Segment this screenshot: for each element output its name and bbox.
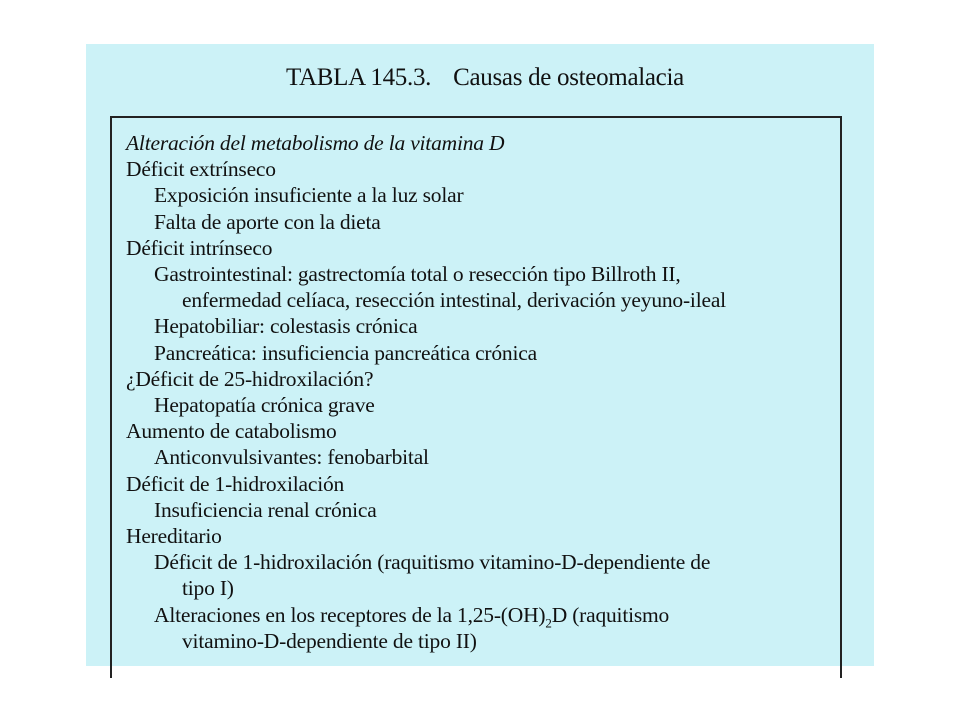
- table-content: [126, 130, 830, 654]
- line-text: vitamino-D-dependiente de tipo II): [182, 628, 477, 653]
- line-text: Falta de aporte con la dieta: [154, 209, 381, 234]
- line-text: Alteración del metabolismo de la vitamina D: [126, 131, 505, 155]
- subitem-line: [126, 340, 830, 366]
- line-text: Aumento de catabolismo: [126, 419, 337, 444]
- subitem-line: [126, 287, 830, 313]
- line-text: Hepatopatía crónica grave: [154, 393, 375, 418]
- category-line: [126, 235, 830, 261]
- category-line: [126, 418, 830, 444]
- line-text: Hereditario: [126, 524, 222, 549]
- subitem-line: [126, 261, 830, 287]
- line-text: Gastrointestinal: gastrectomía total o resección tipo Billroth II,: [154, 262, 681, 287]
- subscript: 2: [545, 614, 552, 630]
- line-text: Déficit de 1-hidroxilación: [126, 471, 345, 496]
- category-line: [126, 156, 830, 182]
- subitem-line: [126, 392, 830, 418]
- subitem-line: [126, 444, 830, 470]
- subitem-line: [126, 182, 830, 208]
- line-text: Anticonvulsivantes: fenobarbital: [154, 445, 429, 470]
- line-text: Déficit de 1-hidroxilación (raquitismo vitamino-D-dependiente de: [154, 550, 711, 575]
- line-text: Insuficiencia renal crónica: [154, 497, 377, 522]
- subitem-line: [126, 549, 830, 575]
- line-text: Alteraciones en los receptores de la 1,25-(OH): [154, 602, 546, 627]
- table-number: TABLA 145.3.: [286, 64, 432, 91]
- line-text: ¿Déficit de 25-hidroxilación?: [126, 366, 374, 391]
- table-caption: Causas de osteomalacia: [453, 64, 684, 91]
- slide-panel: [86, 44, 874, 666]
- table-box: [110, 116, 842, 678]
- line-text: enfermedad celíaca, resección intestinal, derivación yeyuno-ileal: [182, 288, 726, 313]
- line-text: Pancreática: insuficiencia pancreática crónica: [154, 340, 537, 365]
- line-text: Déficit intrínseco: [126, 235, 273, 260]
- table-title: [286, 64, 684, 92]
- category-line: [126, 366, 830, 392]
- line-text: Exposición insuficiente a la luz solar: [154, 183, 464, 208]
- line-text: Hepatobiliar: colestasis crónica: [154, 314, 418, 339]
- category-line: [126, 471, 830, 497]
- line-text: tipo I): [182, 576, 234, 601]
- subitem-line: [126, 602, 830, 628]
- subitem-line: [126, 209, 830, 235]
- line-text-after: D (raquitismo: [551, 602, 670, 627]
- subitem-line: [126, 497, 830, 523]
- subitem-line: [126, 313, 830, 339]
- line-text: Déficit extrínseco: [126, 157, 276, 182]
- subitem-line: [126, 628, 830, 654]
- category-line: [126, 523, 830, 549]
- category-line: [126, 130, 830, 156]
- subitem-line: [126, 575, 830, 601]
